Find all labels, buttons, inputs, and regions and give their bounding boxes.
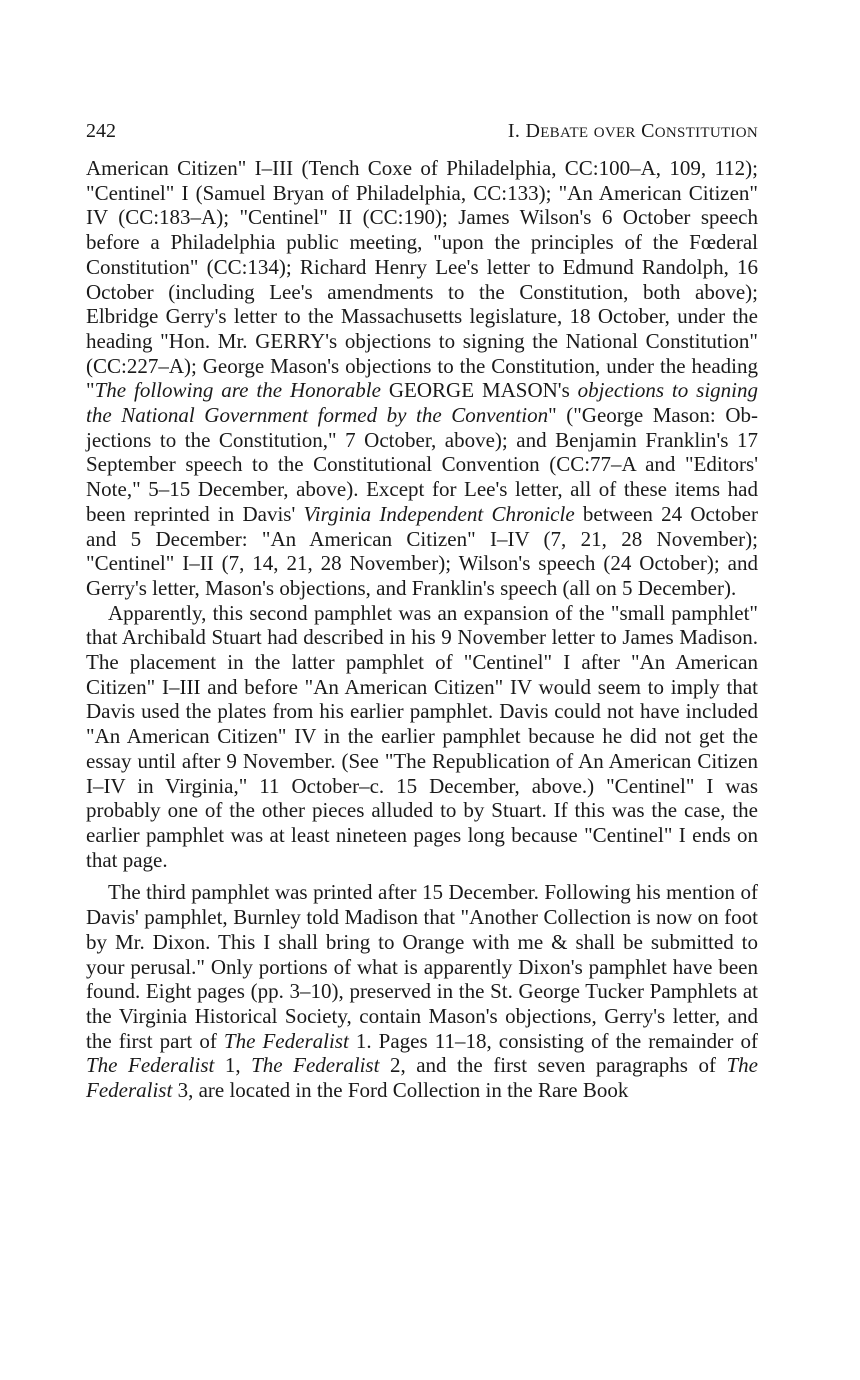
book-page	[86, 120, 758, 1103]
section-title: I. DEBATE OVER CONSTITUTION	[507, 120, 758, 142]
paragraph-3: The third pamphlet was printed after 15 December. Following his mention of Davis' pamphlet, Burnley told Madison that "Another Collection is now on foot by Mr. Dixon. This I shall bring to Orange with me & shall be submitted to your perusal." Only portions of what is apparently Dixon's pamphlet have been found. Eight pages (pp. 3–10), preserved in the St. George Tucker Pamphlets at the Virginia Historical Society, contain Mason's objections, Gerry's letter, and the first part of The Federalist 1. Pages 11–18, consisting of the remainder of The Federalist 1, The Federalist 2, and the first seven paragraphs of The Federalist 3, are located in the Ford Collection in the Rare Book	[86, 880, 758, 1103]
page-number: 242	[86, 120, 116, 142]
running-head	[86, 120, 758, 156]
paragraph-1: American Citizen" I–III (Tench Coxe of Philadelphia, CC:100–A, 109, 112); "Centinel" I (Samuel Bryan of Philadelphia, CC:133); "An American Citizen" IV (CC:183–A); "Centinel" II (CC:190); James Wilson's 6 October speech before a Philadelphia public meeting, "upon the principles of the Fœderal Constitution" (CC:134); Richard Henry Lee's letter to Edmund Randolph, 16 October (including Lee's amendments to the Constitution, both above); Elbridge Gerry's letter to the Massachusetts legislature, 18 October, under the heading "Hon. Mr. GERRY's objections to signing the National Constitution" (CC:227–A); George Mason's objections to the Constitution, under the heading "The following are the Honorable GEORGE MASON's objections to signing the National Government formed by the Convention" ("George Mason: Objections to the Constitution," 7 October, above); and Benjamin Franklin's 17 September speech to the Constitutional Convention (CC:77–A and "Editors' Note," 5–15 December, above). Except for Lee's letter, all of these items had been reprinted in Davis' Virginia Independent Chronicle between 24 October and 5 December: "An American Citizen" I–IV (7, 21, 28 November); "Centinel" I–II (7, 14, 21, 28 November); Wilson's speech (24 October); and Gerry's letter, Mason's objections, and Franklin's speech (all on 5 December).	[86, 156, 758, 600]
body-text	[86, 156, 758, 1103]
paragraph-2: Apparently, this second pamphlet was an expansion of the "small pamphlet" that Archibald Stuart had described in his 9 November letter to James Madison. The placement in the latter pamphlet of "Centinel" I after "An American Citizen" I–III and before "An American Citizen" IV would seem to imply that Davis used the plates from his earlier pamphlet. Davis could not have included "An American Citizen" IV in the earlier pamphlet because he did not get the essay until after 9 November. (See "The Republication of An American Citizen I–IV in Virginia," 11 October–c. 15 December, above.) "Centinel" I was probably one of the other pieces alluded to by Stuart. If this was the case, the earlier pamphlet was at least nineteen pages long because "Centinel" I ends on that page.	[86, 600, 758, 872]
